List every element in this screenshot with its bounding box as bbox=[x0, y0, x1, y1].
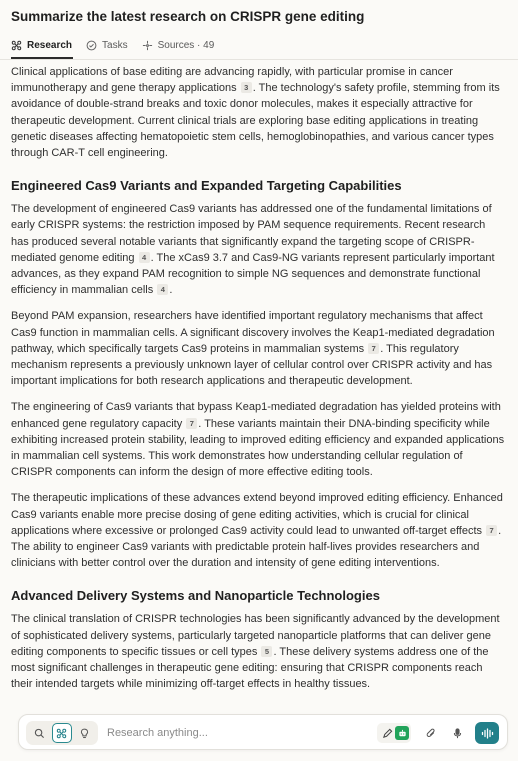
paperclip-icon bbox=[426, 728, 437, 739]
model-badge bbox=[395, 726, 409, 740]
research-icon bbox=[11, 40, 22, 51]
research-mode-button[interactable] bbox=[52, 723, 72, 743]
microphone-icon bbox=[452, 728, 463, 739]
composer-bar bbox=[18, 714, 508, 750]
header-divider bbox=[0, 59, 518, 60]
attach-button[interactable] bbox=[421, 723, 441, 743]
search-mode-button[interactable] bbox=[29, 723, 49, 743]
tab-research-label: Research bbox=[27, 39, 73, 51]
citation-badge[interactable]: 4 bbox=[139, 252, 150, 263]
tab-tasks[interactable] bbox=[86, 37, 128, 53]
intro-paragraph: Clinical applications of base editing are advancing rapidly, with particular promise in cancer immunotherapy and gene therapy applications 3 . The technology's safety profile, stemming from its avoidance of double-strand breaks and toxic donor molecules, makes it especially attractive for therapeutic development. Current clinical trials are exploring base editing applications in treating genetic diseases affecting hematopoietic stem cells, hemoglobinopathies, and various cancer types through CAR-T cell engineering. bbox=[11, 66, 500, 160]
section-heading: Advanced Delivery Systems and Nanoparticle Technologies bbox=[11, 588, 380, 604]
pen-icon bbox=[382, 728, 393, 739]
search-icon bbox=[34, 728, 45, 739]
tab-research[interactable] bbox=[11, 37, 72, 53]
research-icon bbox=[56, 728, 67, 739]
labs-mode-button[interactable] bbox=[75, 723, 95, 743]
paragraph: Beyond PAM expansion, researchers have identified important regulatory mechanisms that affect Cas9 function in mammalian cells. A significant discovery involves the Keap1-mediated degradation pathway, which specifically targets Cas9 proteins in mammalian systems 7 . This regulatory mechanism represents a previously unknown layer of cellular control over CRISPR activity and has important implications for both research applications and therapeutic development. bbox=[11, 310, 495, 388]
citation-badge[interactable]: 7 bbox=[186, 418, 197, 429]
paragraph: The clinical translation of CRISPR technologies has been significantly advanced by the development of sophisticated delivery systems, particularly targeted nanoparticle platforms that can deliver gene editing components to specific tissues or cell types 5 . These delivery systems address one of the most significant challenges in therapeutic gene editing: ensuring that CRISPR components reach their intended targets while minimizing off-target effects in healthy tissues. bbox=[11, 613, 500, 691]
report-content bbox=[11, 64, 505, 710]
robot-icon bbox=[398, 729, 407, 738]
sources-icon bbox=[142, 40, 153, 51]
mode-selector bbox=[26, 721, 98, 745]
attach-focus-button[interactable] bbox=[379, 723, 395, 743]
waveform-icon bbox=[481, 728, 494, 739]
model-selector[interactable] bbox=[377, 723, 411, 743]
research-input[interactable] bbox=[107, 724, 377, 742]
citation-badge[interactable]: 3 bbox=[241, 82, 252, 93]
page-title: Summarize the latest research on CRISPR gene editing bbox=[11, 9, 365, 24]
tab-tasks-label: Tasks bbox=[102, 39, 128, 51]
dictate-button[interactable] bbox=[447, 723, 467, 743]
voice-mode-button[interactable] bbox=[475, 722, 499, 744]
citation-badge[interactable]: 5 bbox=[261, 646, 272, 657]
tab-sources-label: Sources · 49 bbox=[157, 39, 215, 51]
tab-bar bbox=[11, 37, 228, 59]
tasks-icon bbox=[86, 40, 97, 51]
paragraph: The development of engineered Cas9 variants has addressed one of the fundamental limitations of early CRISPR systems: the restriction imposed by PAM sequence requirements. Recent research has produced several notable variants that significantly expand the targeting scope of CRISPR-mediated genome editing 4 . The xCas9 3.7 and Cas9-NG variants represent particularly important advances, as they expand PAM recognition to simple NG sequences and demonstrate functional efficiency in mammalian cells 4 . bbox=[11, 203, 495, 297]
citation-badge[interactable]: 4 bbox=[157, 284, 168, 295]
citation-badge[interactable]: 7 bbox=[368, 343, 379, 354]
paragraph: The engineering of Cas9 variants that bypass Keap1-mediated degradation has yielded proteins with enhanced gene regulatory capacity 7 . These variants maintain their DNA-binding specificity while exhibiting increased protein stability, leading to improved editing efficiency and expanded applications in mammalian cell systems. This work demonstrates how understanding cellular regulation of CRISPR components can inform the design of more effective editing tools. bbox=[11, 401, 505, 479]
composer-tools bbox=[377, 721, 499, 745]
paragraph: The therapeutic implications of these advances extend beyond improved editing efficiency. Enhanced Cas9 variants enable more precise dosing of gene editing activities, which is crucial for clinical applications where excessive or prolonged Cas9 activity could lead to unwanted off-target effects 7 . The ability to engineer Cas9 variants with predictable protein half-lives provides researchers and clinicians with better control over the duration and intensity of gene editing interventions. bbox=[11, 492, 503, 570]
section-heading: Engineered Cas9 Variants and Expanded Targeting Capabilities bbox=[11, 178, 402, 194]
content-fade bbox=[0, 690, 518, 714]
lightbulb-icon bbox=[79, 728, 90, 739]
tab-sources[interactable] bbox=[142, 37, 215, 53]
page-header bbox=[0, 0, 518, 60]
citation-badge[interactable]: 7 bbox=[486, 525, 497, 536]
